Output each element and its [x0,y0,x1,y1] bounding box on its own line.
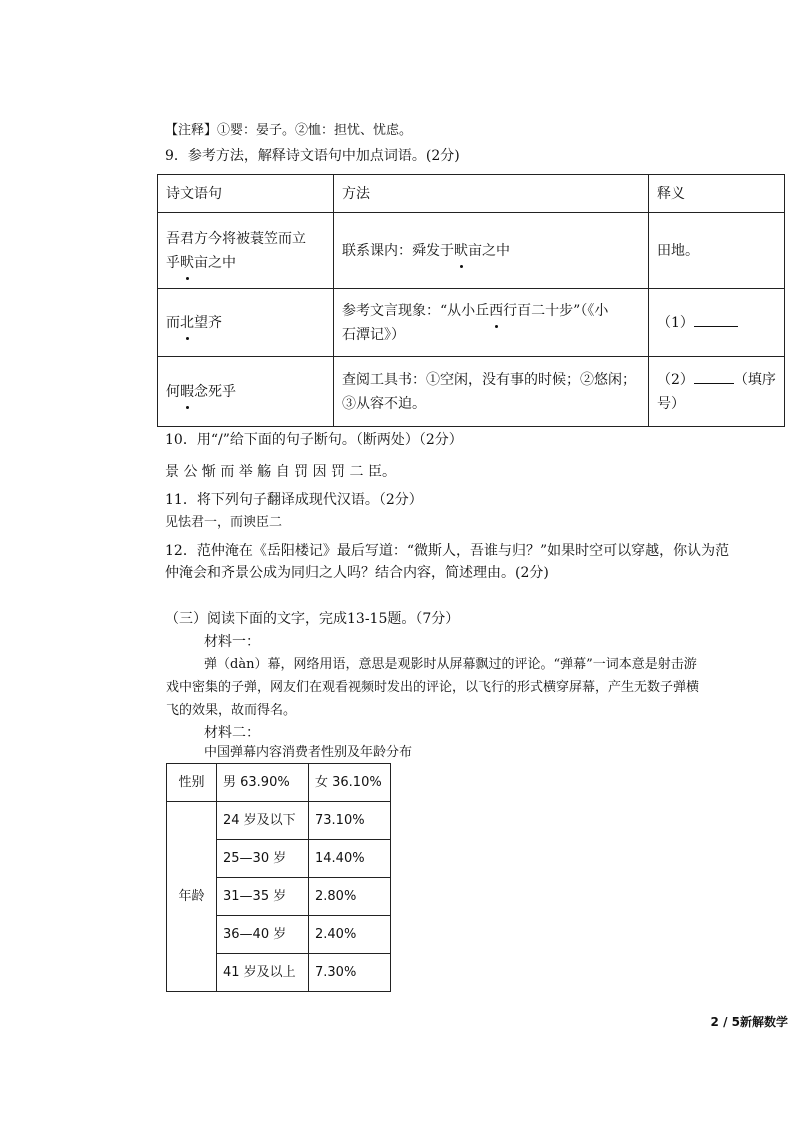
table-title: 中国弹幕内容消费者性别及年龄分布 [204,745,413,760]
question-9-title: 9．参考方法，解释诗文语句中加点词语。(2分) [165,148,460,164]
question-10-sentence: 景 公 惭 而 举 觞 自 罚 因 罚 二 臣。 [165,464,396,480]
age-group-cell: 31—35 岁 [217,878,309,916]
sentence-cell: 何暇念死乎 [158,357,334,427]
table-row [158,213,785,289]
male-cell: 男 63.90% [217,764,309,802]
answer-blank-2[interactable] [694,369,734,384]
dotted-word: 畎 [454,239,468,263]
gender-label-cell: 性别 [167,764,217,802]
material-2-label: 材料二： [204,725,260,741]
question-10-title: 10．用“/”给下面的句子断句。（断两处）（2分） [165,432,463,448]
section-3-title: （三）阅读下面的文字，完成13-15题。（7分） [165,611,460,627]
question-11-sentence: 见怯君一，而谀臣二 [165,515,283,530]
age-group-cell: 36—40 岁 [217,916,309,954]
female-cell: 女 36.10% [309,764,391,802]
age-value-cell: 73.10% [309,802,391,840]
sentence-cell: 吾君方今将被蓑笠而立 乎畎亩之中 [158,213,334,289]
age-value-cell: 2.80% [309,878,391,916]
method-cell: 查阅工具书：①空闲，没有事的时候；②悠闲； ③从容不迫。 [334,357,649,427]
header-method: 方法 [334,175,649,213]
age-value-cell: 7.30% [309,954,391,992]
meaning-cell: 田地。 [649,213,785,289]
material-1-line-1: 弹（dàn）幕，网络用语，意思是观影时从屏幕飘过的评论。“弹幕”一词本意是射击游 [204,657,697,672]
table-row [167,764,391,802]
age-label-cell: 年龄 [167,802,217,992]
annotation-note: 【注释】①婴：晏子。②恤：担忧、忧虑。 [165,123,413,138]
header-meaning: 释义 [649,175,785,213]
question-9-table [157,174,785,427]
age-group-cell: 41 岁及以上 [217,954,309,992]
table-header-row [158,175,785,213]
material-1-label: 材料一： [204,634,260,650]
age-value-cell: 14.40% [309,840,391,878]
table-row [167,802,391,840]
sentence-cell: 而北望齐 [158,289,334,357]
meaning-cell: （2） （填序 号） [649,357,785,427]
material-1-line-2: 戏中密集的子弹，网友们在观看视频时发出的评论，以飞行的形式横穿屏幕，产生无数子弹横 [166,680,700,695]
age-value-cell: 2.40% [309,916,391,954]
method-cell: 联系课内：舜发于畎亩之中 [334,213,649,289]
dotted-word: 畎 [180,251,194,275]
header-sentence: 诗文语句 [158,175,334,213]
danmu-distribution-table [166,763,391,992]
dotted-word: 北 [180,311,194,335]
age-group-cell: 24 岁及以下 [217,802,309,840]
table-row [158,357,785,427]
question-11-title: 11．将下列句子翻译成现代汉语。（2分） [165,492,423,508]
dotted-word: 西 [489,299,503,323]
age-group-cell: 25—30 岁 [217,840,309,878]
page-footer: 2 / 5新解数学 [710,1015,788,1029]
question-12-line-2: 仲淹会和齐景公成为同归之人吗？结合内容，简述理由。(2分) [165,565,549,581]
answer-blank-1[interactable] [694,312,738,327]
dotted-word: 暇 [180,380,194,404]
question-12-line-1: 12．范仲淹在《岳阳楼记》最后写道：“微斯人，吾谁与归？”如果时空可以穿越，你认为范 [165,543,730,559]
material-1-line-3: 飞的效果，故而得名。 [166,703,297,718]
method-cell: 参考文言现象：“从小丘西行百二十步”（《小 石潭记》） [334,289,649,357]
table-row [158,289,785,357]
meaning-cell: （1） [649,289,785,357]
